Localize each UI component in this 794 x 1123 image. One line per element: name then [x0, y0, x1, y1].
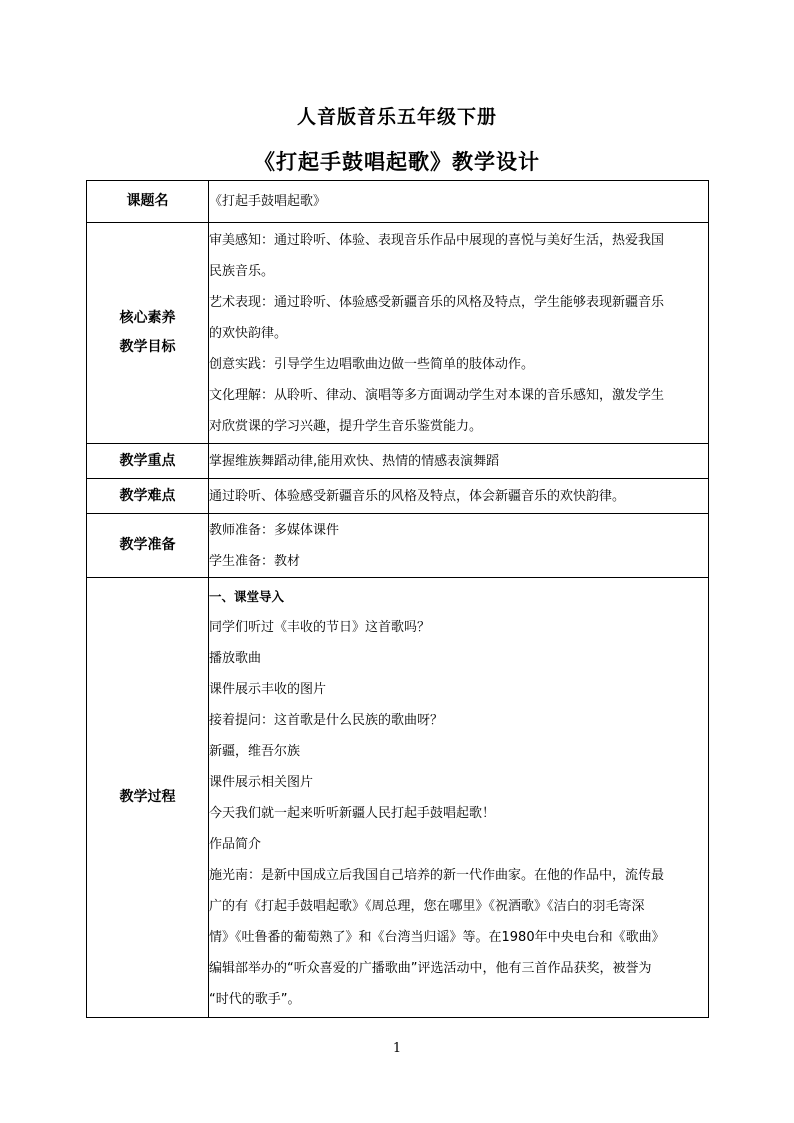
table-row-topic	[87, 181, 709, 223]
preparation-content	[209, 514, 709, 578]
process-line: “时代的歌手”。	[209, 991, 301, 1007]
process-line: 广的有《打起手鼓唱起歌》《周总理，您在哪里》《祝酒歌》《洁白的羽毛寄深	[209, 898, 645, 914]
goals-line: 文化理解：从聆听、律动、演唱等多方面调动学生对本课的音乐感知，激发学生	[209, 387, 665, 403]
goals-line: 对欣赏课的学习兴趣，提升学生音乐鉴赏能力。	[209, 418, 483, 434]
preparation-label: 教学准备	[87, 514, 209, 578]
goals-label-line2: 教学目标	[119, 339, 176, 355]
difficulty-value: 通过聆听、体验感受新疆音乐的风格及特点，体会新疆音乐的欢快韵律。	[209, 479, 709, 514]
process-label: 教学过程	[87, 578, 209, 1018]
table-row-process	[87, 578, 709, 1018]
process-line: 课件展示丰收的图片	[209, 681, 327, 697]
process-line: 接着提问：这首歌是什么民族的歌曲呀？	[209, 712, 444, 728]
preparation-line: 学生准备：教材	[209, 553, 301, 569]
table-row-goals	[87, 223, 709, 444]
process-line: 编辑部举办的“听众喜爱的广播歌曲”评选活动中，他有三首作品获奖，被誉为	[209, 960, 652, 976]
process-line: 课件展示相关图片	[209, 774, 314, 790]
topic-label: 课题名	[87, 181, 209, 223]
process-line: 今天我们就一起来听听新疆人民打起手鼓唱起歌！	[209, 805, 496, 821]
process-line: 新疆，维吾尔族	[209, 743, 301, 759]
preparation-line: 教师准备：多媒体课件	[209, 522, 340, 538]
goals-line: 艺术表现：通过聆听、体验感受新疆音乐的风格及特点，学生能够表现新疆音乐	[209, 294, 665, 310]
goals-line: 创意实践：引导学生边唱歌曲边做一些简单的肢体动作。	[209, 356, 535, 372]
table-row-difficulty	[87, 479, 709, 514]
goals-label-line1: 核心素养	[119, 310, 176, 326]
lesson-plan-table	[86, 180, 709, 1018]
process-line: 播放歌曲	[209, 650, 262, 666]
goals-content	[209, 223, 709, 444]
goals-line: 审美感知：通过聆听、体验、表现音乐作品中展现的喜悦与美好生活，热爱我国	[209, 232, 665, 248]
document-title: 人音版音乐五年级下册	[296, 106, 497, 128]
process-line: 同学们听过《丰收的节日》这首歌吗？	[209, 619, 431, 635]
key-point-value: 掌握维族舞蹈动律,能用欢快、热情的情感表演舞蹈	[209, 444, 709, 479]
topic-value: 《打起手鼓唱起歌》	[209, 181, 709, 223]
goals-label	[87, 223, 209, 444]
table-row-preparation	[87, 514, 709, 578]
process-section-title: 一、课堂导入	[209, 588, 285, 604]
process-content	[209, 578, 709, 1018]
table-row-key-point	[87, 444, 709, 479]
process-line: 作品简介	[209, 836, 262, 852]
difficulty-label: 教学难点	[87, 479, 209, 514]
process-line: 施光南：是新中国成立后我国自己培养的新一代作曲家。在他的作品中，流传最	[209, 867, 665, 883]
goals-line: 的欢快韵律。	[209, 325, 288, 341]
goals-line: 民族音乐。	[209, 263, 275, 279]
document-subtitle: 《打起手鼓唱起歌》教学设计	[254, 149, 540, 174]
key-point-label: 教学重点	[87, 444, 209, 479]
process-line: 情》《吐鲁番的葡萄熟了》和《台湾当归谣》等。在1980年中央电台和《歌曲》	[209, 929, 665, 945]
page-number: 1	[392, 1041, 402, 1056]
